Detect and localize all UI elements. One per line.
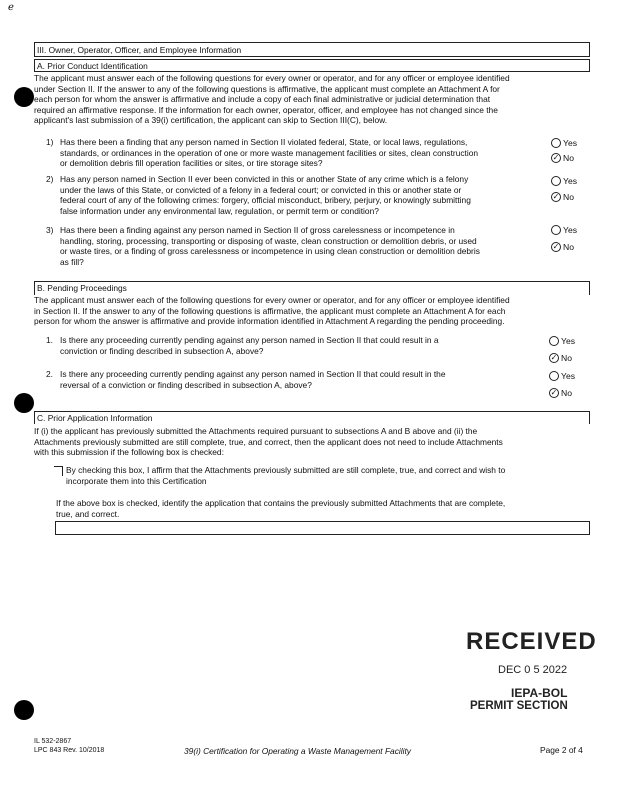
check-icon[interactable]: ✓ [552, 242, 560, 251]
radio-b1-yes[interactable]: Yes [549, 336, 575, 346]
section-c-title: C. Prior Application Information [34, 411, 590, 424]
check-icon[interactable]: ✓ [552, 192, 560, 201]
section-b-intro: The applicant must answer each of the following questions for every owner or operator, and for any officer or employee identified in Section II. If the answer to any of the following questions is affirmative, the applicant must complete an Attachment A for each person for whom the answer is affirmative and provide information identified in Attachment A regarding the pending proceeding. [34, 295, 510, 327]
radio-a3-yes[interactable]: Yes [551, 225, 577, 235]
stamp-received: RECEIVED [466, 628, 597, 655]
radio-a1-no[interactable]: ✓ No [552, 153, 574, 163]
radio-circle[interactable] [549, 336, 559, 346]
punch-hole-middle [14, 393, 34, 413]
affirm-checkbox-label: By checking this box, I affirm that the Attachments previously submitted are still complete, true, and correct and wish to incorporate them into this Certification [66, 465, 506, 486]
stamp-section: PERMIT SECTION [470, 700, 568, 712]
followup-text: If the above box is checked, identify the application that contains the previously submitted Attachments that are complete, true, and correct. [56, 498, 506, 519]
footer-code-2: LPC 843 Rev. 10/2018 [34, 747, 105, 754]
footer-page: Page 2 of 4 [540, 745, 583, 755]
question-b2: 2. Is there any proceeding currently pending against any person named in Section II that could result in the reversal of a conviction or finding described in subsection A, above? [46, 369, 446, 390]
affirm-checkbox[interactable] [54, 466, 63, 476]
punch-hole-top [14, 87, 34, 107]
radio-a1-yes[interactable]: Yes [551, 138, 577, 148]
question-a2: 2) Has any person named in Section II ever been convicted in this or another State of any crime which is a felony under the laws of this State, or convicted of a felony in a federal court; or convicted in this or another state or federal court of any of the following crimes: forgery, official misconduct, bribery, perjury, or knowingly submitting false information under any environmental law, regulation, or permit term or condition? [46, 174, 471, 216]
question-a1: 1) Has there been a finding that any person named in Section II violated federal, State, or local laws, regulations, standards, or ordinances in the operation of one or more waste management facilities or sites, clean construction or demolition debris fill operation facilities or sites, or tire storage sites? [46, 137, 479, 169]
section-a-intro: The applicant must answer each of the following questions for every owner or operator, and for any officer or employee identified under Section II. If the answer to any of the following questions is affirmative, the applicant must complete an Attachment A for each person for whom the answer is affirmative and include a copy of each final administrative or judicial determination that required an affirmative response. If the information for each owner, operator, officer, and employee has not changed since the applicant's last submission of a 39(i) certification, the applicant can skip to Section III(C), below. [34, 73, 510, 126]
question-a3: 3) Has there been a finding against any person named in Section II of gross carelessness or incompetence in handling, storing, processing, transporting or disposing of waste, clean construction or demolition debris, or used or waste tires, or a finding of gross carelessness or incompetence in using clean construction or demolition debris as fill? [46, 225, 480, 267]
check-icon[interactable]: ✓ [552, 153, 560, 162]
question-b1: 1. Is there any proceeding currently pending against any person named in Section II that could result in a conviction or finding described in subsection A, above? [46, 335, 439, 356]
section-3-title: III. Owner, Operator, Officer, and Employee Information [34, 42, 590, 57]
radio-b2-no[interactable]: ✓ No [550, 388, 572, 398]
radio-circle[interactable] [551, 176, 561, 186]
section-b-title: B. Pending Proceedings [34, 281, 590, 295]
punch-hole-bottom [14, 700, 34, 720]
radio-circle[interactable] [551, 225, 561, 235]
radio-a2-yes[interactable]: Yes [551, 176, 577, 186]
stamp-agency: IEPA-BOL [511, 686, 568, 700]
radio-a3-no[interactable]: ✓ No [552, 242, 574, 252]
footer-code-1: IL 532-2867 [34, 738, 72, 745]
radio-b2-yes[interactable]: Yes [549, 371, 575, 381]
corner-mark: ℯ [8, 2, 14, 13]
application-input[interactable] [55, 521, 590, 535]
radio-a2-no[interactable]: ✓ No [552, 192, 574, 202]
section-a-title: A. Prior Conduct Identification [34, 59, 590, 72]
footer-title: 39(i) Certification for Operating a Waste Management Facility [184, 746, 411, 756]
radio-circle[interactable] [549, 371, 559, 381]
check-icon[interactable]: ✓ [550, 388, 558, 397]
stamp-date: DEC 0 5 2022 [498, 664, 568, 676]
radio-b1-no[interactable]: ✓ No [550, 353, 572, 363]
check-icon[interactable]: ✓ [550, 353, 558, 362]
radio-circle[interactable] [551, 138, 561, 148]
section-c-intro: If (i) the applicant has previously submitted the Attachments required pursuant to subsections A and B above and (ii) the Attachments previously submitted are still complete, true, and correct, then the applicant does not need to include Attachments with this submission if the following box is checked: [34, 426, 503, 458]
